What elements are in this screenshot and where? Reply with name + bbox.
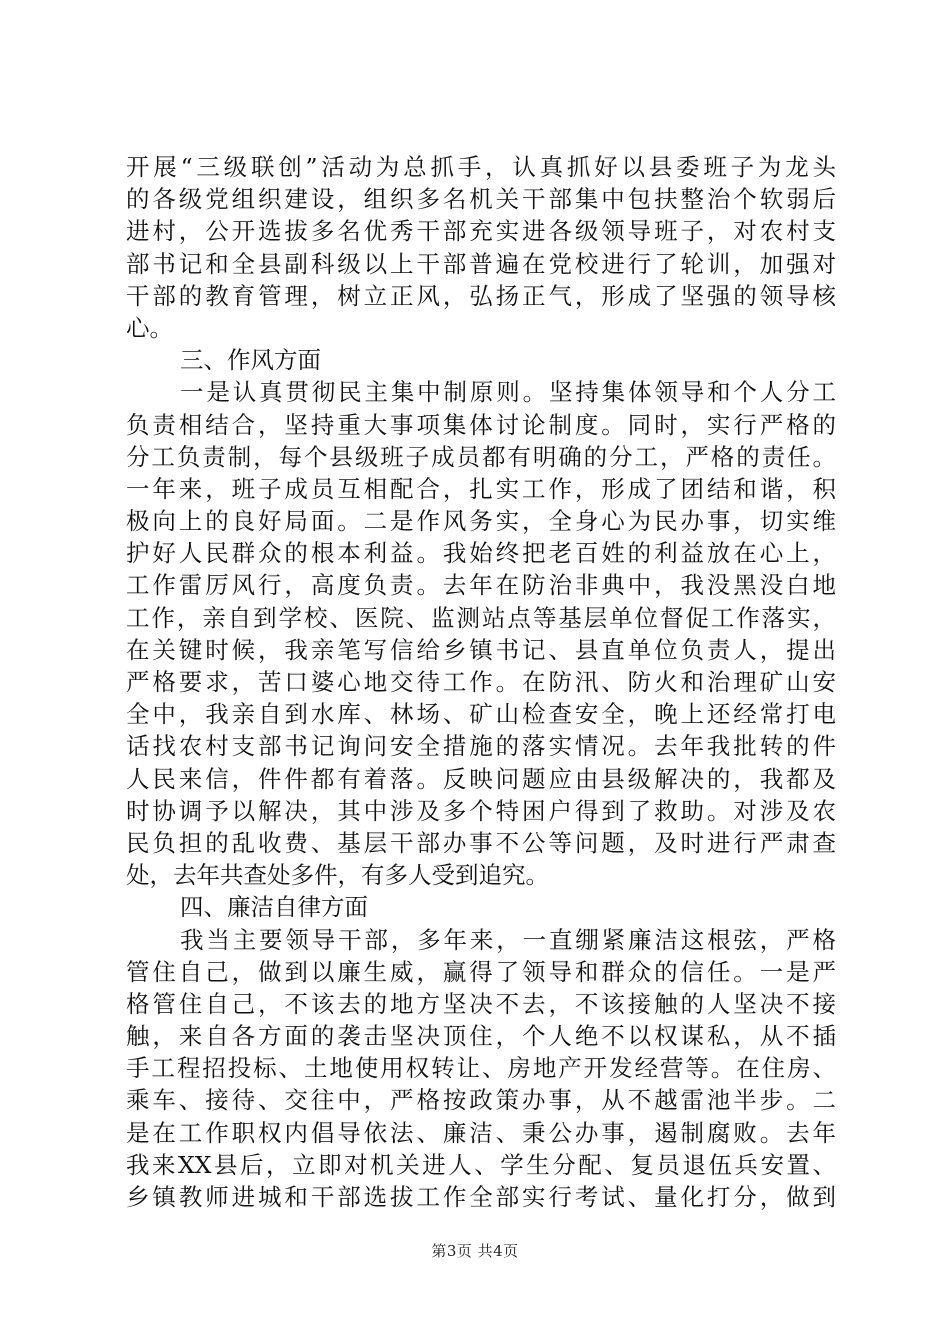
text-line: 手工程招投标、土地使用权转让、房地产开发经营等。在住房、 [126,1054,836,1083]
text-line: 工作雷厉风行，高度负责。去年在防治非典中，我没黑没白地 [126,571,836,600]
text-line: 处，去年共查处多件，有多人受到追究。 [126,861,549,890]
text-line: 干部的教育管理，树立正风，弘扬正气，形成了坚强的领导核 [126,281,836,310]
section-paragraph-integrity [126,924,836,1214]
text-line: 话找农村支部书记询问安全措施的落实情况。去年我批转的件 [126,732,836,761]
text-line: 在关键时候，我亲笔写信给乡镇书记、县直单位负责人，提出 [126,635,836,664]
text-line: 时协调予以解决，其中涉及多个特困户得到了救助。对涉及农 [126,796,836,825]
section-paragraph-work-style [126,376,836,891]
text-line: 乘车、接待、交往中，严格按政策办事，从不越雷池半步。二 [126,1086,836,1115]
text-line: 全中，我亲自到水库、林场、矿山检查安全，晚上还经常打电 [126,700,836,729]
text-line: 乡镇教师进城和干部选拔工作全部实行考试、量化打分，做到 [126,1183,836,1211]
text-line: 是在工作职权内倡导依法、廉洁、秉公办事，遏制腐败。去年 [126,1118,836,1147]
section-heading-work-style [126,344,836,376]
text-line: 护好人民群众的根本利益。我始终把老百姓的利益放在心上， [126,539,836,568]
section-heading-text: 四、廉洁自律方面 [180,893,368,922]
text-line: 我当主要领导干部，多年来，一直绷紧廉洁这根弦，严格 [180,925,836,954]
text-line: 我来XX县后，立即对机关进人、学生分配、复员退伍兵安置、 [126,1150,836,1179]
text-line: 严格要求，苦口婆心地交待工作。在防汛、防火和治理矿山安 [126,668,836,696]
intro-paragraph [126,151,836,344]
text-line: 心。 [126,313,173,342]
text-line: 人民来信，件件都有着落。反映问题应由县级解决的，我都及 [126,764,836,793]
text-line: 触，来自各方面的袭击坚决顶住，个人绝不以权谋私，从不插 [126,1022,836,1051]
text-line: 负责相结合，坚持重大事项集体讨论制度。同时，实行严格的 [126,410,836,439]
text-line: 开展“三级联创”活动为总抓手，认真抓好以县委班子为龙头 [126,153,836,181]
text-line: 分工负责制，每个县级班子成员都有明确的分工，严格的责任。 [126,442,836,471]
text-line: 格管住自己，不该去的地方坚决不去，不该接触的人坚决不接 [126,989,836,1018]
page-number-footer: 第3页 共4页 [431,1242,519,1260]
document-body [126,151,836,1213]
section-heading-integrity [126,891,836,923]
text-line: 的各级党组织建设，组织多名机关干部集中包扶整治个软弱后 [126,185,836,214]
text-line: 进村，公开选拔多名优秀干部充实进各级领导班子，对农村支 [126,217,836,246]
section-heading-text: 三、作风方面 [180,346,321,375]
text-line: 管住自己，做到以廉生威，赢得了领导和群众的信任。一是严 [126,957,836,986]
text-line: 一是认真贯彻民主集中制原则。坚持集体领导和个人分工 [180,378,836,407]
text-line: 部书记和全县副科级以上干部普遍在党校进行了轮训，加强对 [126,249,836,278]
text-line: 极向上的良好局面。二是作风务实，全身心为民办事，切实维 [126,507,836,536]
text-line: 民负担的乱收费、基层干部办事不公等问题，及时进行严肃查 [126,828,836,857]
text-line: 一年来，班子成员互相配合，扎实工作，形成了团结和谐，积 [126,474,836,503]
text-line: 工作，亲自到学校、医院、监测站点等基层单位督促工作落实， [126,603,836,632]
